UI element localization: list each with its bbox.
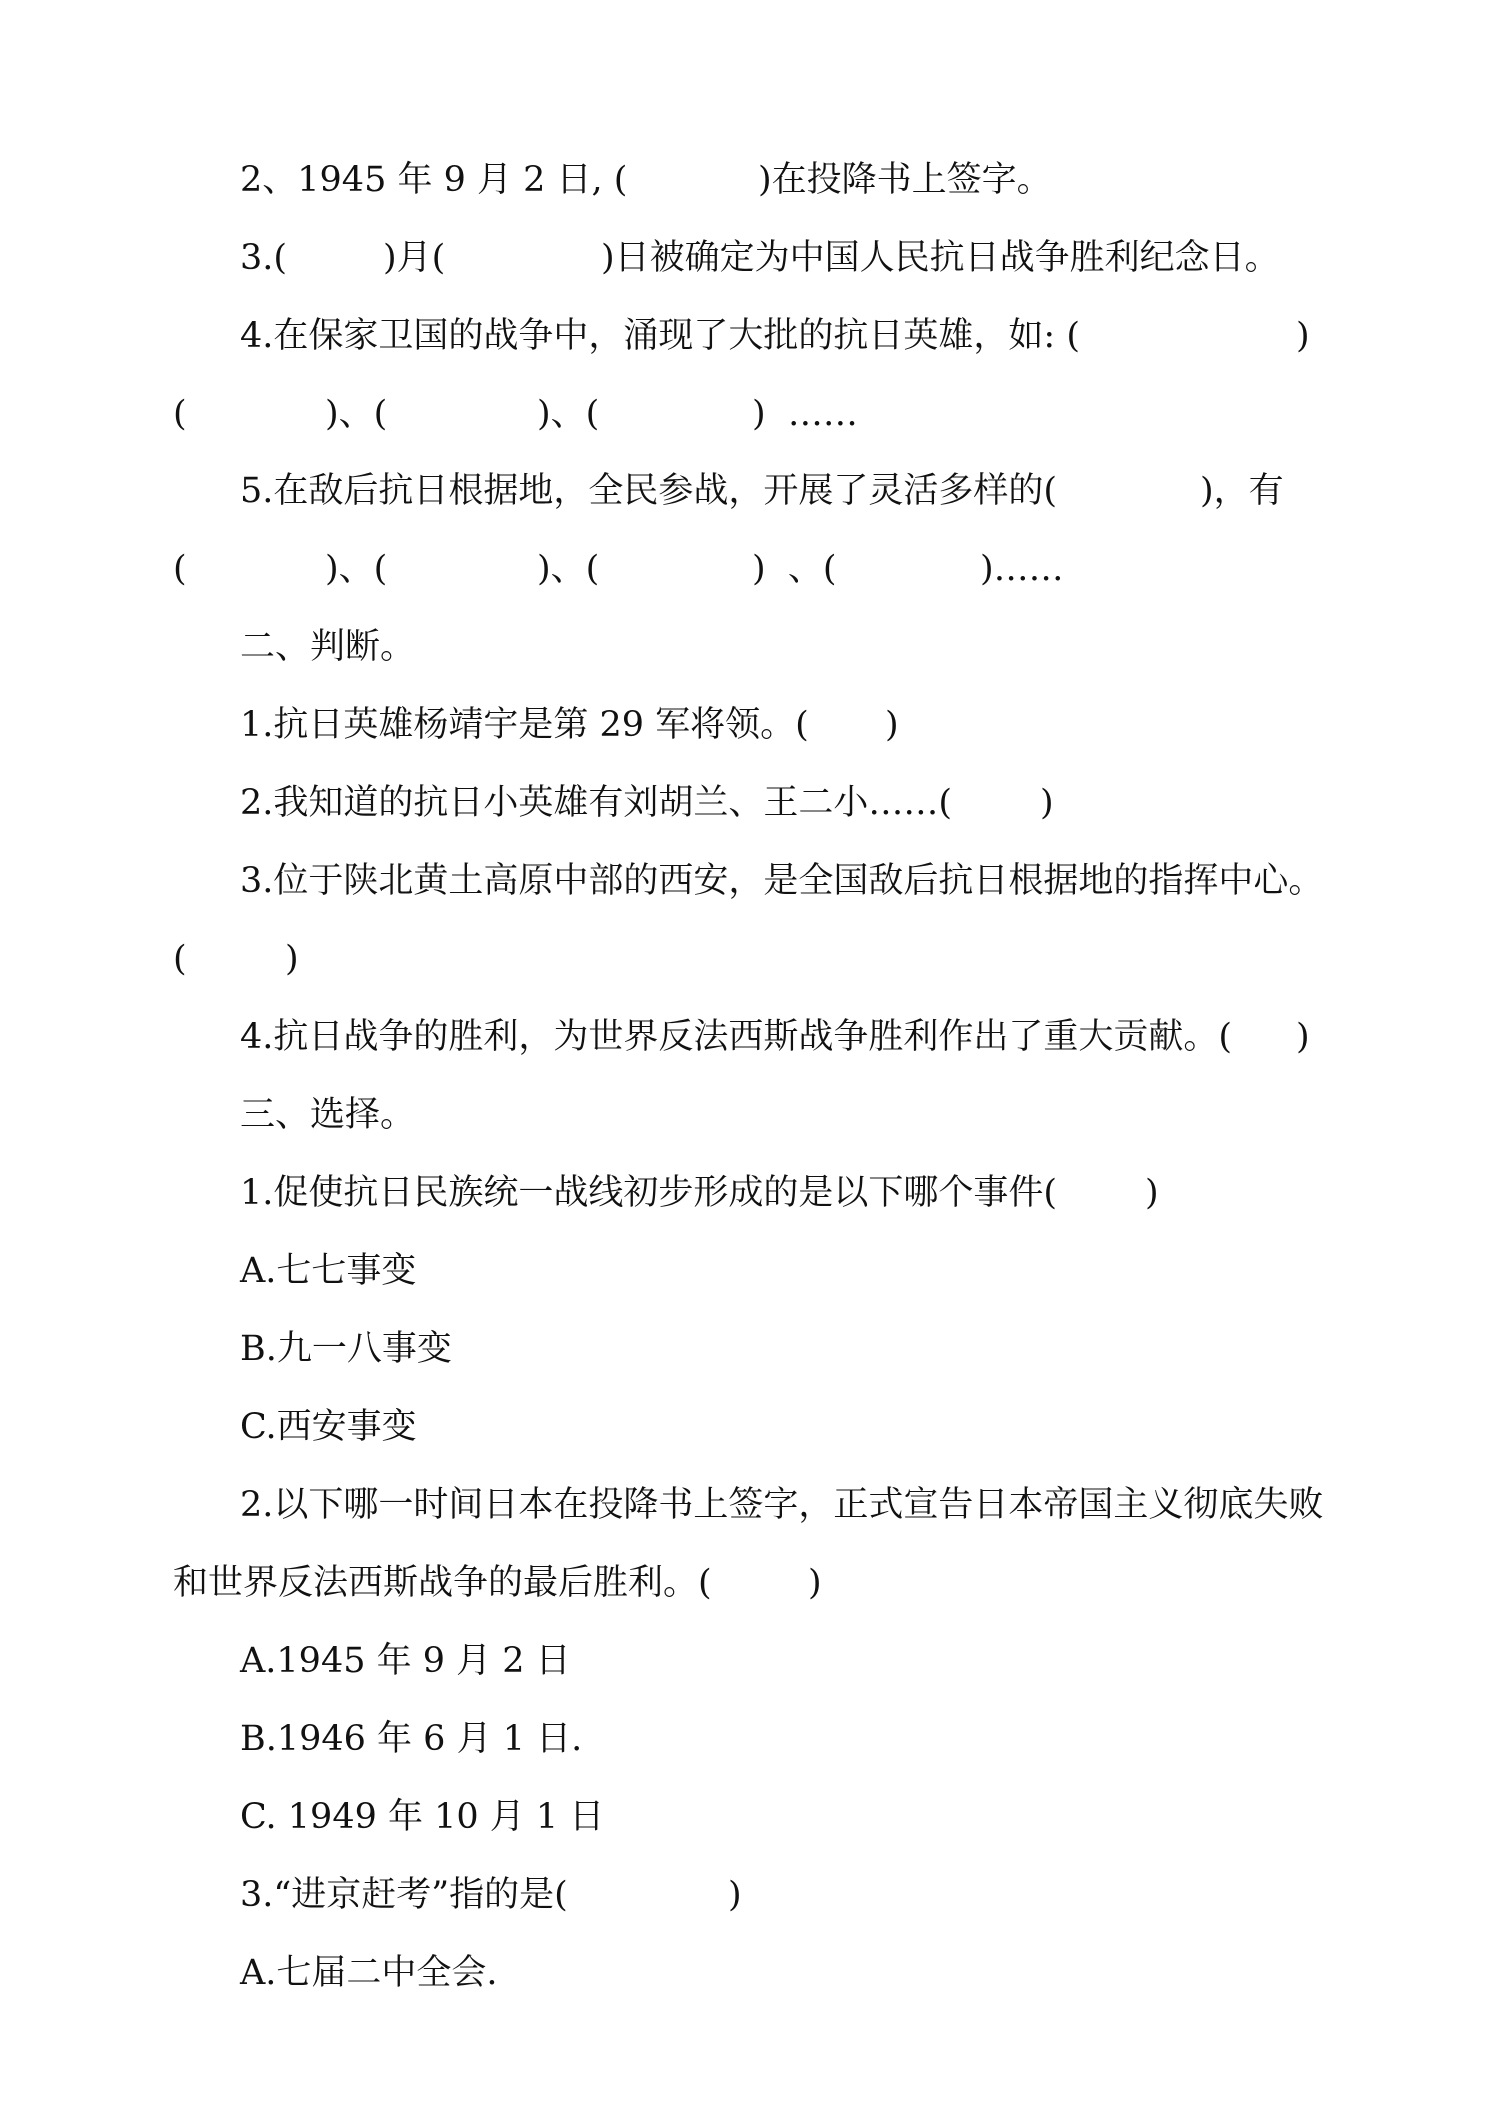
fill-question-5-line2 (0, 539, 1488, 599)
option-text: A.1945 年 9 月 2 日 (240, 1641, 571, 1681)
fill-q3-text-end: )日被确定为中国人民抗日战争胜利纪念日。 (601, 238, 1280, 278)
fill-question-4-line2 (0, 384, 1488, 444)
fill-q4-text: 4.在保家卫国的战争中，涌现了大批的抗日英雄，如: ( (240, 316, 1080, 356)
judge-q4-text: 4.抗日战争的胜利，为世界反法西斯战争胜利作出了重大贡献。( (240, 1017, 1233, 1057)
option-text: B.1946 年 6 月 1 日. (240, 1719, 583, 1759)
judge-q3-open: ( (173, 939, 187, 979)
judge-q1-text: 1.抗日英雄杨靖宇是第 29 军将领。( (240, 705, 809, 745)
fill-q4-blank-open: ( (173, 394, 187, 434)
fill-q5-sep-3: ) 、( (752, 549, 837, 589)
judge-question-4 (0, 1007, 1488, 1067)
fill-q4-ellipsis: ) …… (752, 394, 858, 434)
option-text: C. 1949 年 10 月 1 日 (240, 1797, 605, 1837)
option-text: A.七届二中全会. (240, 1953, 498, 1993)
option-text: C.西安事变 (240, 1407, 417, 1447)
section-heading: 三、选择。 (240, 1095, 416, 1135)
option-text: B.九一八事变 (240, 1329, 452, 1369)
judge-q1-close: ) (885, 705, 899, 745)
option-text: A.七七事变 (240, 1251, 417, 1291)
fill-question-5 (0, 461, 1488, 521)
fill-q2-text-end: )在投降书上签字。 (758, 160, 1052, 200)
choice-q2-close: ) (808, 1563, 822, 1603)
fill-q5-text-end: )，有 (1200, 471, 1284, 511)
choice-q2-option-b (0, 1709, 1488, 1769)
section-heading: 二、判断。 (240, 627, 416, 667)
judge-question-3-line2 (0, 929, 1488, 989)
choice-q2-option-a (0, 1631, 1488, 1691)
choice-q3-text: 3.“进京赶考”指的是( (240, 1875, 568, 1915)
choice-q2-text-cont: 和世界反法西斯战争的最后胜利。( (173, 1563, 712, 1603)
choice-q1-option-a (0, 1241, 1488, 1301)
choice-q3-option-a (0, 1943, 1488, 2003)
choice-question-3 (0, 1865, 1488, 1925)
choice-q2-text: 2.以下哪一时间日本在投降书上签字，正式宣告日本帝国主义彻底失败 (240, 1485, 1324, 1525)
fill-question-3 (0, 228, 1488, 288)
choice-q1-option-b (0, 1319, 1488, 1379)
fill-q4-sep-2: )、( (537, 394, 600, 434)
fill-q2-text: 2、1945 年 9 月 2 日, ( (240, 160, 628, 200)
fill-q5-ellipsis: )…… (980, 549, 1064, 589)
judge-q3-close: ) (285, 939, 299, 979)
choice-section-heading (0, 1085, 1488, 1145)
judge-q4-close: ) (1296, 1017, 1310, 1057)
choice-q1-text: 1.促使抗日民族统一战线初步形成的是以下哪个事件( (240, 1173, 1058, 1213)
fill-q4-text-end: ) (1296, 316, 1310, 356)
fill-q5-blank-open: ( (173, 549, 187, 589)
choice-question-2 (0, 1475, 1488, 1535)
judge-q2-text: 2.我知道的抗日小英雄有刘胡兰、王二小……( (240, 783, 953, 823)
fill-q3-text: 3.( (240, 238, 288, 278)
judge-question-2 (0, 773, 1488, 833)
fill-q5-sep-1: )、( (325, 549, 388, 589)
fill-q3-text-mid: )月( (383, 238, 446, 278)
fill-q5-sep-2: )、( (537, 549, 600, 589)
fill-q5-text: 5.在敌后抗日根据地，全民参战，开展了灵活多样的( (240, 471, 1058, 511)
choice-q1-close: ) (1145, 1173, 1159, 1213)
judge-section-heading (0, 617, 1488, 677)
fill-question-4 (0, 306, 1488, 366)
judge-q3-text: 3.位于陕北黄土高原中部的西安，是全国敌后抗日根据地的指挥中心。 (240, 861, 1324, 901)
choice-q1-option-c (0, 1397, 1488, 1457)
fill-question-2 (0, 150, 1488, 210)
judge-q2-close: ) (1040, 783, 1054, 823)
judge-question-1 (0, 695, 1488, 755)
choice-question-1 (0, 1163, 1488, 1223)
choice-q3-close: ) (728, 1875, 742, 1915)
choice-question-2-line2 (0, 1553, 1488, 1613)
judge-question-3 (0, 851, 1488, 911)
fill-q4-sep-1: )、( (325, 394, 388, 434)
choice-q2-option-c (0, 1787, 1488, 1847)
